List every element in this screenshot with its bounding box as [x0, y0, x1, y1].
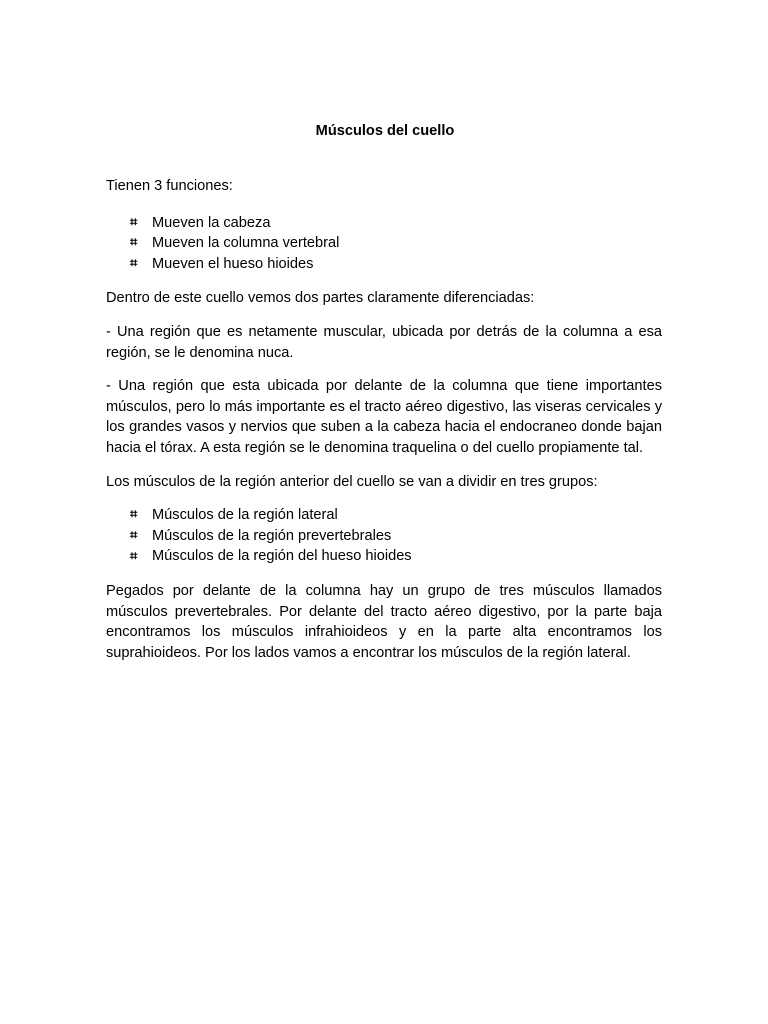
paragraph-final: Pegados por delante de la columna hay un grupo de tres músculos llamados músculos prevertebrales. Por delante del tracto aéreo digestivo, por la parte baja encontramos los músculos infrahioideos y en la parte alta encontramos los suprahioideos. Por los lados vamos a encontrar los músculos de la región lateral.	[106, 582, 662, 661]
list-item-label: Músculos de la región del hueso hioides	[152, 548, 412, 565]
paragraph-groups: Los músculos de la región anterior del cuello se van a dividir en tres grupos:	[106, 473, 598, 490]
list-item-label: Mueven la columna vertebral	[152, 235, 340, 252]
intro-text: Tienen 3 funciones:	[106, 178, 233, 194]
square-hash-bullet-icon: ⌗	[130, 214, 138, 230]
square-hash-bullet-icon: ⌗	[130, 528, 138, 544]
functions-list	[106, 213, 662, 275]
document-title: Músculos del cuello	[315, 123, 455, 139]
list-item-label: Músculos de la región prevertebrales	[152, 527, 392, 544]
paragraph-region-2: - Una región que esta ubicada por delante de la columna que tiene importantes músculos, pero lo más importante es el tracto aéreo digestivo, las viseras cervicales y los grandes vasos y nervios que suben a la cabeza hacia el endocraneo donde bajan hacia el tórax. A esta región se le denomina traquelina o del cuello propiamente tal.	[106, 378, 662, 456]
list-item	[130, 213, 662, 234]
paragraph-region-1: - Una región que es netamente muscular, ubicada por detrás de la columna a esa región, se le denomina nuca.	[106, 323, 662, 361]
document-page	[106, 118, 662, 676]
list-item	[130, 546, 662, 567]
list-item-label: Mueven la cabeza	[152, 214, 271, 231]
list-item	[130, 526, 662, 547]
list-item-label: Mueven el hueso hioides	[152, 255, 314, 272]
square-hash-bullet-icon: ⌗	[130, 256, 138, 272]
square-hash-bullet-icon: ⌗	[130, 235, 138, 251]
list-item	[130, 505, 662, 526]
square-hash-bullet-icon: ⌗	[130, 507, 138, 523]
paragraph-parts: Dentro de este cuello vemos dos partes claramente diferenciadas:	[106, 290, 535, 307]
list-item-label: Músculos de la región lateral	[152, 507, 338, 524]
groups-list	[106, 505, 662, 567]
square-hash-bullet-icon: ⌗	[130, 548, 138, 564]
list-item	[130, 254, 662, 275]
list-item	[130, 233, 662, 254]
